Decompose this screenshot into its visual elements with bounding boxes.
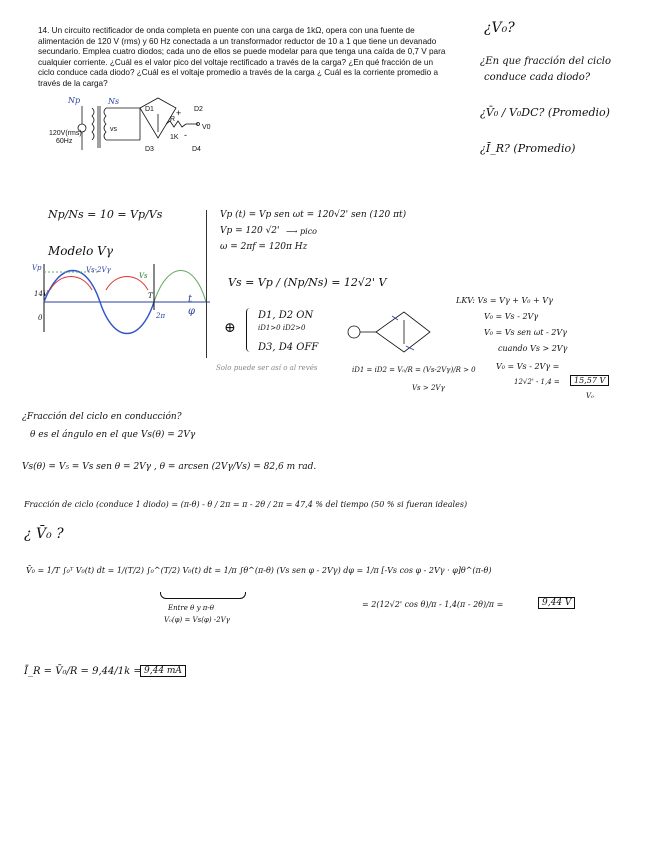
average-brace-v0: V₀(φ) = Vs(φ) -2Vγ (164, 616, 230, 624)
circuit-np: Np (68, 96, 81, 105)
model-label: Modelo Vγ (48, 244, 114, 258)
lkv-result-label: V₀ (586, 392, 594, 400)
diodes-off: D3, D4 OFF (258, 342, 319, 353)
question-average-v: ¿V̄₀ / V₀DC? (Promedio) (480, 106, 610, 119)
lkv-2: V₀ = Vs - 2Vγ (484, 312, 539, 321)
graph-vs-vy: Vs-2Vγ (86, 266, 111, 274)
lkv-4: cuando Vs > 2Vγ (498, 344, 568, 353)
circuit-plus: + (176, 108, 182, 118)
circuit-d2: D2 (194, 106, 203, 113)
average-result-equation: = 2(12√2' cos θ)/π - 1,4(π - 2θ)/π = (362, 600, 504, 609)
underbrace (160, 592, 246, 599)
graph-vp-tick: 14V (34, 290, 48, 298)
problem-text: Un circuito rectificador de onda completa en puente con una carga de 1kΩ, opera con una fuente de alimentación de 120 V (rms) y 60 Hz conectada a un transformador reductor de 10 a 1 que tiene un devanado secundario. Emplea cuatro diodos; cada uno de ellos se puede modelar para que tenga una caída de 0,7 V para cualquier corriente. ¿Cuál es el valor pico del voltaje rectificado a través de la carga? ¿En qué fracción de un ciclo conduce cada diodo? ¿Cuál es el voltaje promedio a través de la carga ¿ Cuál es la corriente promedio a través de la carga? (38, 26, 446, 88)
circuit-rval: 1K (170, 134, 179, 141)
lkv-6: 12√2' - 1,4 = (514, 378, 560, 386)
bridge-sketch (346, 306, 436, 366)
diode-current-condition: Vs > 2Vγ (412, 384, 445, 392)
problem-statement (38, 26, 446, 90)
question-v0: ¿V₀? (484, 20, 515, 36)
current-result-box: 9,44 mA (140, 665, 186, 677)
brace (246, 308, 252, 352)
circuit-vs: vs (110, 126, 117, 133)
lkv-3: V₀ = Vs sen ωt - 2Vγ (484, 328, 567, 337)
lkv-result-box: 15,57 V (570, 375, 609, 386)
fraction-equation: Vs(θ) = V₅ = Vs sen θ = 2Vγ , θ = arcsen (2Vγ/Vs) = 82,6 m rad. (22, 462, 317, 472)
fraction-result: Fracción de ciclo (conduce 1 diodo) = (π-θ) - θ / 2π = π - 2θ / 2π = 47,4 % del tiempo (50 % si fueran ideales) (24, 500, 468, 509)
circuit-r: R (170, 116, 176, 123)
current-equation: Ī_R = V̄₀/R = 9,44/1k = (24, 666, 142, 677)
question-fraction-a: ¿En que fracción del ciclo (480, 56, 612, 67)
bridge-circuit-diagram (40, 96, 200, 160)
circuit-d3: D3 (145, 146, 154, 153)
graph-zero: 0 (38, 314, 43, 322)
circuit-source: 120V(rms) (49, 130, 82, 137)
circuit-minus: - (184, 130, 187, 140)
lkv-1: LKV: Vs = Vγ + V₀ + Vγ (456, 296, 553, 305)
vp-equation-2: Vp = 120 √2' (220, 226, 280, 236)
circuit-ns: Ns (108, 97, 120, 106)
diodes-on: D1, D2 ON (258, 310, 314, 321)
diodes-on-currents: iD1>0 iD2>0 (258, 324, 306, 332)
graph-2pi: 2π (156, 312, 166, 320)
gray-note: Solo puede ser así o al revés (216, 364, 318, 372)
graph-T: T (148, 292, 153, 300)
graph-vs: Vs (139, 272, 148, 280)
question-fraction-b: conduce cada diodo? (484, 72, 591, 83)
plus-circle-icon: ⊕ (224, 320, 236, 336)
fraction-title: ¿Fracción del ciclo en conducción? (22, 412, 182, 422)
vp-equation-1: Vp (t) = Vp sen ωt = 120√2' sen (120 πt) (220, 210, 407, 220)
graph-t: t (188, 294, 193, 305)
circuit-d1: D1 (145, 106, 154, 113)
fraction-theta: θ es el ángulo en el que Vs(θ) = 2Vγ (30, 430, 196, 440)
column-divider (206, 210, 207, 358)
diode-current-equation: iD1 = iD2 = V₀/R = (Vs-2Vγ)/R > 0 (352, 366, 476, 374)
graph-phi: φ (188, 306, 196, 317)
vp-pico-note: ⟶ pico (286, 227, 317, 236)
ratio-equation: Np/Ns = 10 = Vp/Vs (48, 208, 163, 221)
problem-number: 14. (38, 26, 50, 35)
average-brace-range: Entre θ y π-θ (168, 604, 214, 612)
graph-vp: Vp (32, 264, 42, 272)
average-result-box: 9,44 V (538, 597, 575, 609)
vs-equation: Vs = Vp / (Np/Ns) = 12√2' V (228, 276, 387, 289)
average-integral: V̄₀ = 1/T ∫₀ᵀ V₀(t) dt = 1/(T/2) ∫₀^(T/2) V₀(t) dt = 1/π ∫θ^(π-θ) (Vs sen φ - 2Vγ) dφ = 1/π [-Vs cos φ - 2Vγ · φ]θ^(π-θ) (26, 566, 492, 575)
circuit-d4: D4 (192, 146, 201, 153)
circuit-vo: V0 (202, 124, 211, 131)
circuit-freq: 60Hz (56, 138, 73, 145)
average-title: ¿ V̄₀ ? (24, 526, 64, 542)
omega-equation: ω = 2πf = 120π Hz (220, 242, 308, 252)
lkv-5: V₀ = Vs - 2Vγ = (496, 362, 560, 371)
question-average-i: ¿Ī_R? (Promedio) (480, 142, 576, 155)
